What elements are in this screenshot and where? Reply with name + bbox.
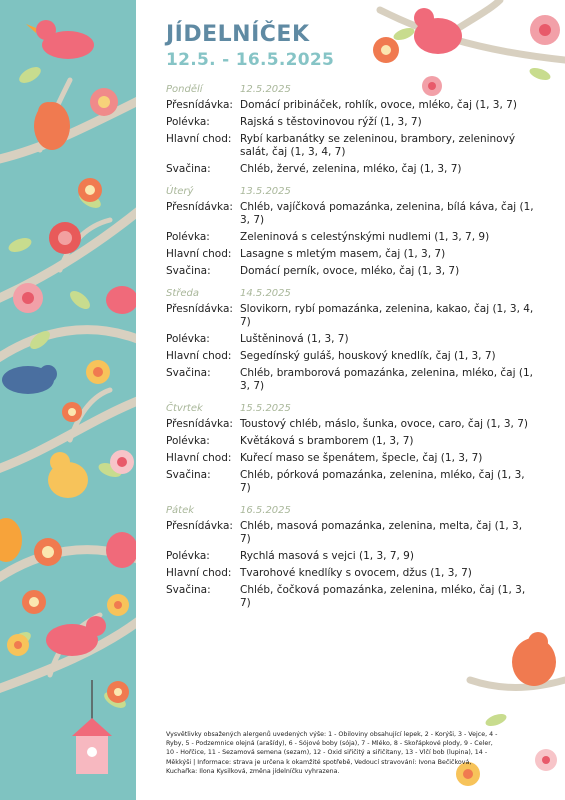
day-date: 12.5.2025: [240, 84, 291, 95]
spring-birds-illustration: [0, 0, 136, 800]
meal-label: Svačina:: [166, 584, 211, 596]
meal-description: Toustový chléb, máslo, šunka, ovoce, caro, čaj (1, 3, 7): [240, 418, 528, 430]
meal-description: Chléb, vajíčková pomazánka, zelenina, bílá káva, čaj (1, 3, 7): [240, 201, 534, 226]
day-date: 15.5.2025: [240, 403, 291, 414]
day-header: [166, 403, 536, 418]
meal-label: Přesnídávka:: [166, 99, 233, 111]
meal-description: Květáková s bramborem (1, 3, 7): [240, 435, 414, 447]
meal-label: Přesnídávka:: [166, 201, 233, 213]
allergen-footnote: Vysvětlivky obsažených alergenů uvedených výše: 1 - Obiloviny obsahující lepek, 2 - Korýši, 3 - Vejce, 4 - Ryby, 5 - Podzemnice olejná (arašídy), 6 - Sójové boby (sója), 7 - Mléko, 8 - Skořápkové plody, 9 - Celer, 10 - Hořčice, 11 - Sezamová semena (sezam), 12 - Oxid siřičitý a siřičitany, 13 - Vlčí bob (lupina), 14 - Měkkýši | Informace: strava je určena k okamžité spotřebě, Vedoucí stravování: Ivona Bečičková, Kuchařka: Ilona Kysilková, změna jídelníčku vyhrazena.: [166, 731, 498, 775]
meal-row: [166, 133, 536, 159]
meal-row: [166, 550, 536, 563]
day-section: [166, 288, 536, 393]
day-name: Čtvrtek: [166, 403, 203, 414]
meal-description: Chléb, žervé, zelenina, mléko, čaj (1, 3, 7): [240, 163, 462, 175]
decorative-side-panel: [0, 0, 136, 800]
meal-row: [166, 520, 536, 546]
meal-description: Rychlá masová s vejci (1, 3, 7, 9): [240, 550, 414, 562]
meal-row: [166, 350, 536, 363]
meal-row: [166, 567, 536, 580]
meal-label: Hlavní chod:: [166, 452, 232, 464]
meal-label: Polévka:: [166, 333, 210, 345]
meal-row: [166, 99, 536, 112]
meal-row: [166, 116, 536, 129]
meal-label: Svačina:: [166, 265, 211, 277]
meal-description: Chléb, čočková pomazánka, zelenina, mléko, čaj (1, 3, 7): [240, 584, 526, 609]
day-header: [166, 186, 536, 201]
meal-row: [166, 201, 536, 227]
meal-row: [166, 469, 536, 495]
meal-row: [166, 435, 536, 448]
day-header: [166, 288, 536, 303]
meal-description: Rajská s těstovinovou rýží (1, 3, 7): [240, 116, 422, 128]
week-date-range: 12.5. - 16.5.2025: [166, 50, 335, 70]
meal-label: Polévka:: [166, 231, 210, 243]
meal-description: Luštěninová (1, 3, 7): [240, 333, 349, 345]
meal-row: [166, 231, 536, 244]
page-title: JÍDELNÍČEK: [166, 22, 310, 47]
meal-label: Polévka:: [166, 116, 210, 128]
day-date: 16.5.2025: [240, 505, 291, 516]
meal-description: Chléb, bramborová pomazánka, zelenina, mléko, čaj (1, 3, 7): [240, 367, 533, 392]
day-header: [166, 505, 536, 520]
meal-description: Lasagne s mletým masem, čaj (1, 3, 7): [240, 248, 446, 260]
meal-description: Kuřecí maso se špenátem, špecle, čaj (1, 3, 7): [240, 452, 483, 464]
meal-description: Domácí perník, ovoce, mléko, čaj (1, 3, 7): [240, 265, 460, 277]
meal-label: Hlavní chod:: [166, 350, 232, 362]
meal-description: Chléb, masová pomazánka, zelenina, melta, čaj (1, 3, 7): [240, 520, 523, 545]
meal-row: [166, 452, 536, 465]
meal-row: [166, 418, 536, 431]
day-header: [166, 84, 536, 99]
day-date: 13.5.2025: [240, 186, 291, 197]
meal-label: Polévka:: [166, 550, 210, 562]
meal-label: Svačina:: [166, 367, 211, 379]
meal-label: Přesnídávka:: [166, 303, 233, 315]
meal-description: Zeleninová s celestýnskými nudlemi (1, 3, 7, 9): [240, 231, 490, 243]
meal-row: [166, 248, 536, 261]
day-name: Pondělí: [166, 84, 203, 95]
meal-label: Svačina:: [166, 163, 211, 175]
day-section: [166, 403, 536, 495]
day-name: Středa: [166, 288, 200, 299]
day-section: [166, 186, 536, 278]
meal-label: Hlavní chod:: [166, 133, 232, 145]
meal-description: Segedínský guláš, houskový knedlík, čaj (1, 3, 7): [240, 350, 496, 362]
meal-label: Hlavní chod:: [166, 567, 232, 579]
day-name: Úterý: [166, 186, 194, 197]
meal-description: Chléb, pórková pomazánka, zelenina, mléko, čaj (1, 3, 7): [240, 469, 525, 494]
meal-label: Hlavní chod:: [166, 248, 232, 260]
meal-description: Domácí pribináček, rohlík, ovoce, mléko, čaj (1, 3, 7): [240, 99, 517, 111]
meal-row: [166, 265, 536, 278]
meal-label: Svačina:: [166, 469, 211, 481]
meal-row: [166, 584, 536, 610]
weekly-menu: [166, 84, 536, 620]
meal-row: [166, 367, 536, 393]
day-date: 14.5.2025: [240, 288, 291, 299]
day-name: Pátek: [166, 505, 195, 516]
meal-description: Tvarohové knedlíky s ovocem, džus (1, 3, 7): [240, 567, 472, 579]
meal-row: [166, 163, 536, 176]
meal-description: Slovikorn, rybí pomazánka, zelenina, kakao, čaj (1, 3, 4, 7): [240, 303, 534, 328]
meal-label: Přesnídávka:: [166, 418, 233, 430]
meal-row: [166, 303, 536, 329]
meal-label: Přesnídávka:: [166, 520, 233, 532]
day-section: [166, 505, 536, 610]
meal-description: Rybí karbanátky se zeleninou, brambory, zeleninový salát, čaj (1, 3, 4, 7): [240, 133, 516, 158]
meal-row: [166, 333, 536, 346]
meal-label: Polévka:: [166, 435, 210, 447]
day-section: [166, 84, 536, 176]
